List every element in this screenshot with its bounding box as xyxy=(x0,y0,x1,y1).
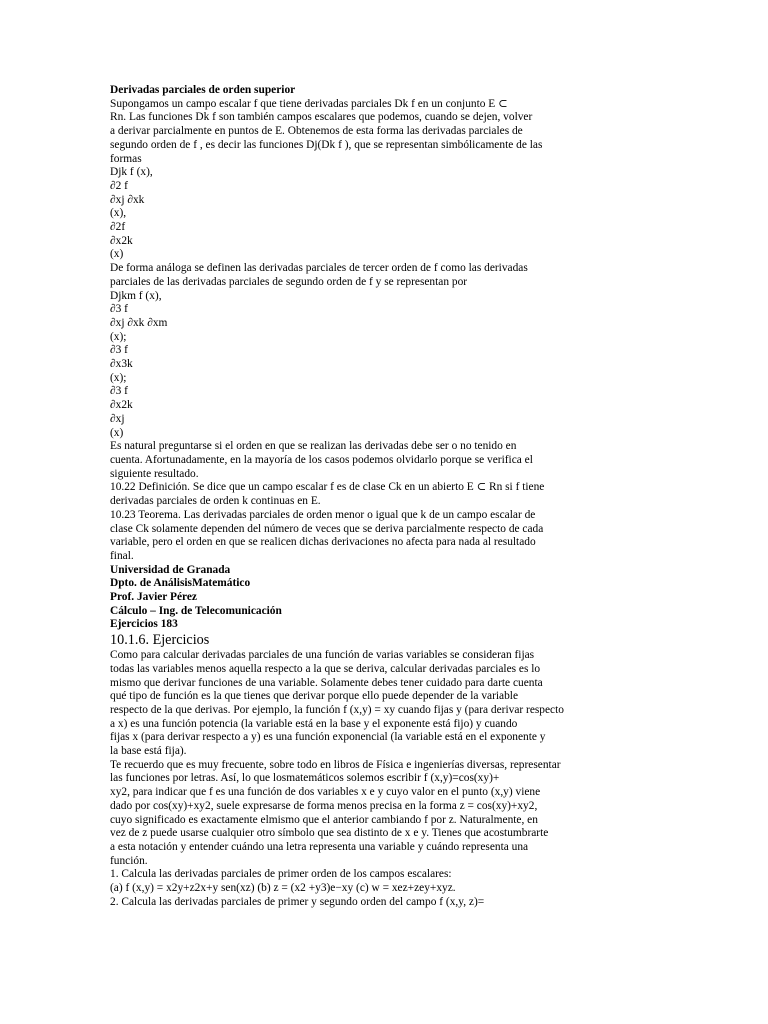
text-line: parciales de las derivadas parciales de segundo orden de f y se representan por xyxy=(110,275,468,288)
text-line: (x); xyxy=(110,371,127,384)
text-line: ∂xj xyxy=(110,412,125,425)
text-line: derivadas parciales de orden k continuas en E. xyxy=(110,495,321,508)
text-line: cuenta. Afortunadamente, en la mayoría de los casos podemos olvidarlo porque se verifica el xyxy=(110,453,533,466)
text-line: (x); xyxy=(110,330,127,343)
text-line: ∂2 f xyxy=(110,179,128,192)
text-line: (x), xyxy=(110,207,127,220)
text-line: todas las variables menos aquella respecto a la que se deriva, calcular derivadas parciales es lo xyxy=(110,662,541,675)
heading-line: Prof. Javier Pérez xyxy=(110,591,197,604)
heading-line: Universidad de Granada xyxy=(110,563,231,576)
text-line: ∂3 f xyxy=(110,344,128,357)
text-line: (x) xyxy=(110,426,124,439)
text-line: variable, pero el orden en que se realicen dichas derivaciones no afecta para nada al resultado xyxy=(110,536,536,549)
text-line: (x) xyxy=(110,248,124,261)
heading-line: Dpto. de AnálisisMatemático xyxy=(110,577,251,590)
text-line: siguiente resultado. xyxy=(110,467,199,480)
heading-line: Derivadas parciales de orden superior xyxy=(110,84,296,96)
text-line: qué tipo de función es la que tienes que derivar porque ello puede depender de la variable xyxy=(110,690,518,703)
text-line: Djk f (x), xyxy=(110,166,153,179)
text-line: ∂x2k xyxy=(110,399,133,412)
text-line: 2. Calcula las derivadas parciales de primer y segundo orden del campo f (x,y, z)= xyxy=(110,895,485,908)
text-line: clase Ck solamente dependen del número de veces que se deriva parcialmente respecto de cada xyxy=(110,522,544,535)
text-line: Supongamos un campo escalar f que tiene derivadas parciales Dk f en un conjunto E ⊂ xyxy=(110,97,508,110)
text-line: formas xyxy=(110,152,142,165)
text-line: la base está fija). xyxy=(110,745,187,758)
text-line: ∂3 f xyxy=(110,303,128,316)
text-line: segundo orden de f , es decir las funciones Dj(Dk f ), que se representan simbólicamente de las xyxy=(110,138,543,151)
text-line: Te recuerdo que es muy frecuente, sobre todo en libros de Física e ingenierías diversas, representar xyxy=(110,758,561,771)
text-line: mismo que derivar funciones de una variable. Solamente debes tener cuidado para darte cuenta xyxy=(110,676,543,689)
text-line: función. xyxy=(110,854,148,867)
text-line: fijas x (para derivar respecto a y) es una función exponencial (la variable está en el exponente y xyxy=(110,731,546,744)
text-line: Como para calcular derivadas parciales de una función de varias variables se consideran fijas xyxy=(110,649,535,662)
text-line: xy2, para indicar que f es una función de dos variables x e y cuyo valor en el punto (x,y) viene xyxy=(110,786,541,799)
document-page xyxy=(110,84,630,909)
text-line: Djkm f (x), xyxy=(110,289,162,302)
text-line: a esta notación y entender cuándo una letra representa una variable y cuándo representa una xyxy=(110,840,529,853)
text-line: De forma análoga se definen las derivadas parciales de tercer orden de f como las derivadas xyxy=(110,262,528,275)
section-heading: 10.1.6. Ejercicios xyxy=(110,632,210,649)
text-line: 10.22 Definición. Se dice que un campo escalar f es de clase Ck en un abierto E ⊂ Rn si f tiene xyxy=(110,481,545,494)
text-line: 1. Calcula las derivadas parciales de primer orden de los campos escalares: xyxy=(110,868,452,881)
text-line: respecto de la que derivas. Por ejemplo, la función f (x,y) = xy cuando fijas y (para derivar respecto xyxy=(110,703,564,716)
text-line: cuyo significado es exactamente elmismo que el anterior cambiando f por z. Naturalmente, en xyxy=(110,813,538,826)
text-line: ∂3 f xyxy=(110,385,128,398)
text-line: ∂xj ∂xk ∂xm xyxy=(110,316,168,329)
text-line: (a) f (x,y) = x2y+z2x+y sen(xz) (b) z = (x2 +y3)e−xy (c) w = xez+zey+xyz. xyxy=(110,882,456,895)
text-line: vez de z puede usarse cualquier otro símbolo que sea distinto de x e y. Tienes que acostumbrarte xyxy=(110,827,549,840)
text-line: dado por cos(xy)+xy2, suele expresarse de forma menos precisa en la forma z = cos(xy)+xy2, xyxy=(110,799,538,812)
text-line: Rn. Las funciones Dk f son también campos escalares que podemos, cuando se dejen, volver xyxy=(110,111,533,124)
text-line: 10.23 Teorema. Las derivadas parciales de orden menor o igual que k de un campo escalar de xyxy=(110,508,536,521)
heading-line: Ejercicios 183 xyxy=(110,618,178,631)
text-line: ∂xj ∂xk xyxy=(110,193,145,206)
text-line: las funciones por letras. Así, lo que losmatemáticos solemos escribir f (x,y)=cos(xy)+ xyxy=(110,772,500,785)
text-line: a derivar parcialmente en puntos de E. Obtenemos de esta forma las derivadas parciales de xyxy=(110,125,523,138)
text-line: Es natural preguntarse si el orden en que se realizan las derivadas debe ser o no tenido en xyxy=(110,440,517,453)
text-line: ∂2f xyxy=(110,221,126,234)
text-line: ∂x2k xyxy=(110,234,133,247)
text-line: final. xyxy=(110,549,134,562)
text-line: ∂x3k xyxy=(110,358,133,371)
text-line: a x) es una función potencia (la variable está en la base y el exponente está fijo) y cuando xyxy=(110,717,518,730)
heading-line: Cálculo – Ing. de Telecomunicación xyxy=(110,604,282,617)
